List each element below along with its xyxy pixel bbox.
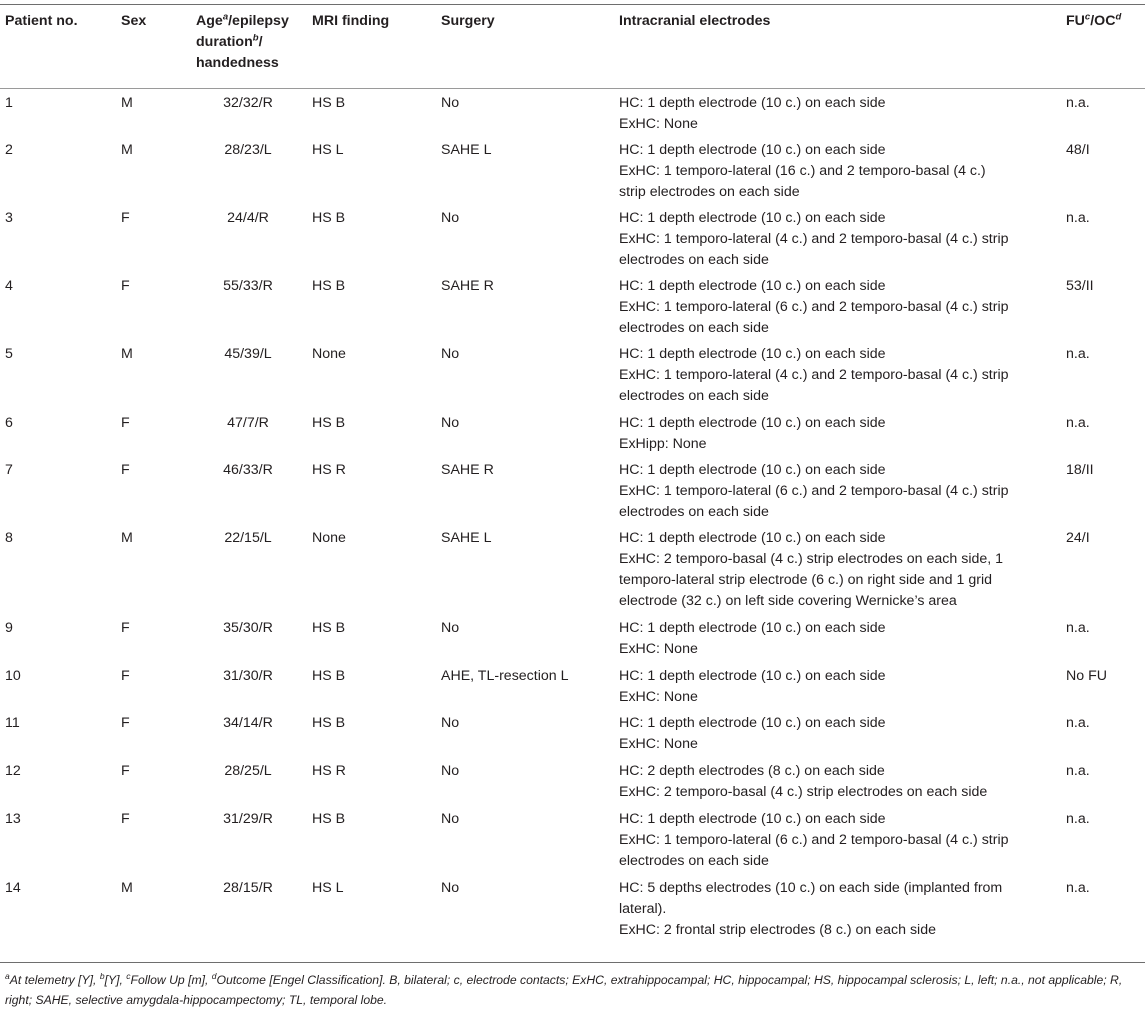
cell-mri: None <box>312 346 346 362</box>
header-mri: MRI finding <box>312 13 390 29</box>
cell-patient-no: 6 <box>5 415 13 431</box>
cell-mri: HS B <box>312 620 346 636</box>
cell-electrodes: HC: 1 depth electrode (10 c.) on each side ExHC: 1 temporo-lateral (4 c.) and 2 temporo-basal (4 c.) strip electrodes on each side <box>619 210 1009 268</box>
cell-surgery: No <box>441 715 460 731</box>
cell-fu: 48/I <box>1066 142 1090 158</box>
cell-age: 31/30/R <box>223 668 273 684</box>
cell-sex: F <box>121 620 130 636</box>
cell-electrodes: HC: 1 depth electrode (10 c.) on each side ExHC: None <box>619 95 886 132</box>
cell-patient-no: 3 <box>5 210 13 226</box>
cell-mri: HS B <box>312 278 346 294</box>
table-row <box>0 206 1145 274</box>
cell-electrodes: HC: 1 depth electrode (10 c.) on each side ExHC: 2 temporo-basal (4 c.) strip electrodes on each side, 1 temporo-lateral strip electrode (6 c.) on right side and 1 grid electrode (32 c.) on left side covering Wernicke’s area <box>619 530 1004 609</box>
cell-mri: HS B <box>312 811 346 827</box>
cell-age: 46/33/R <box>223 462 273 478</box>
cell-age: 45/39/L <box>224 346 272 362</box>
cell-age: 32/32/R <box>223 95 273 111</box>
cell-surgery: SAHE R <box>441 278 494 294</box>
cell-patient-no: 13 <box>5 811 21 827</box>
cell-patient-no: 2 <box>5 142 13 158</box>
cell-surgery: No <box>441 763 460 779</box>
cell-fu: n.a. <box>1066 880 1090 896</box>
cell-sex: F <box>121 715 130 731</box>
header-electrodes: Intracranial electrodes <box>619 13 771 29</box>
cell-age: 28/15/R <box>223 880 273 896</box>
cell-surgery: No <box>441 95 460 111</box>
cell-age: 55/33/R <box>223 278 273 294</box>
cell-sex: F <box>121 811 130 827</box>
cell-surgery: SAHE R <box>441 462 494 478</box>
header-surgery: Surgery <box>441 13 495 29</box>
table-row <box>0 138 1145 206</box>
table-row <box>0 664 1145 711</box>
table-row <box>0 759 1145 807</box>
bottom-rule <box>0 962 1145 963</box>
cell-patient-no: 11 <box>5 715 20 731</box>
cell-mri: HS B <box>312 415 346 431</box>
cell-fu: No FU <box>1066 668 1107 684</box>
cell-patient-no: 7 <box>5 462 13 478</box>
cell-surgery: No <box>441 210 460 226</box>
cell-surgery: SAHE L <box>441 530 492 546</box>
table-row <box>0 616 1145 664</box>
table-row <box>0 274 1145 342</box>
cell-sex: F <box>121 210 130 226</box>
cell-sex: F <box>121 763 130 779</box>
cell-surgery: No <box>441 415 460 431</box>
cell-age: 24/4/R <box>227 210 269 226</box>
cell-mri: HS B <box>312 668 346 684</box>
cell-electrodes: HC: 1 depth electrode (10 c.) on each side ExHipp: None <box>619 415 886 452</box>
top-rule <box>0 4 1145 5</box>
cell-patient-no: 10 <box>5 668 21 684</box>
cell-mri: HS R <box>312 462 346 478</box>
cell-electrodes: HC: 2 depth electrodes (8 c.) on each side ExHC: 2 temporo-basal (4 c.) strip electrodes on each side <box>619 763 988 800</box>
cell-surgery: No <box>441 620 460 636</box>
cell-sex: F <box>121 278 130 294</box>
cell-fu: n.a. <box>1066 715 1090 731</box>
cell-sex: M <box>121 95 133 111</box>
cell-surgery: No <box>441 880 460 896</box>
header-fu: $FU^c/OC^d$ <box>1066 11 1122 29</box>
cell-fu: n.a. <box>1066 620 1090 636</box>
cell-electrodes: HC: 1 depth electrode (10 c.) on each side ExHC: None <box>619 620 886 657</box>
cell-patient-no: 1 <box>5 95 13 111</box>
header-patient: Patient no. <box>5 13 78 29</box>
table-row <box>0 876 1145 957</box>
cell-age: 35/30/R <box>223 620 273 636</box>
cell-patient-no: 5 <box>5 346 13 362</box>
header-age: Age$^a$/epilepsy duration$^b$/ handedness <box>196 11 289 71</box>
cell-mri: HS B <box>312 210 346 226</box>
table-row <box>0 526 1145 616</box>
cell-mri: HS L <box>312 142 344 158</box>
patient-table <box>0 11 1145 957</box>
cell-electrodes: HC: 1 depth electrode (10 c.) on each side ExHC: 1 temporo-lateral (6 c.) and 2 temporo-basal (4 c.) strip electrodes on each side <box>619 462 1009 520</box>
cell-sex: F <box>121 668 130 684</box>
cell-patient-no: 4 <box>5 278 13 294</box>
cell-fu: 24/I <box>1066 530 1090 546</box>
cell-fu: n.a. <box>1066 763 1090 779</box>
cell-electrodes: HC: 1 depth electrode (10 c.) on each side ExHC: 1 temporo-lateral (6 c.) and 2 temporo-basal (4 c.) strip electrodes on each side <box>619 811 1009 869</box>
cell-mri: None <box>312 530 346 546</box>
cell-sex: M <box>121 346 133 362</box>
cell-electrodes: HC: 1 depth electrode (10 c.) on each side ExHC: None <box>619 715 886 752</box>
cell-surgery: SAHE L <box>441 142 492 158</box>
cell-sex: M <box>121 880 133 896</box>
cell-sex: M <box>121 530 133 546</box>
table-row <box>0 711 1145 759</box>
table-row <box>0 91 1145 138</box>
cell-patient-no: 14 <box>5 880 21 896</box>
cell-age: 47/7/R <box>227 415 269 431</box>
cell-mri: HS L <box>312 880 344 896</box>
cell-mri: HS R <box>312 763 346 779</box>
cell-sex: F <box>121 462 130 478</box>
cell-surgery: No <box>441 346 460 362</box>
cell-age: 28/23/L <box>224 142 272 158</box>
cell-age: 22/15/L <box>224 530 272 546</box>
cell-electrodes: HC: 1 depth electrode (10 c.) on each side ExHC: 1 temporo-lateral (6 c.) and 2 temporo-basal (4 c.) strip electrodes on each side <box>619 278 1009 336</box>
table-body <box>0 91 1145 957</box>
header-sex: Sex <box>121 13 147 29</box>
cell-electrodes: HC: 5 depths electrodes (10 c.) on each side (implanted from lateral). ExHC: 2 frontal strip electrodes (8 c.) on each side <box>619 880 1003 938</box>
cell-mri: HS B <box>312 715 346 731</box>
cell-surgery: AHE, TL-resection L <box>441 668 569 684</box>
cell-fu: n.a. <box>1066 210 1090 226</box>
cell-patient-no: 12 <box>5 763 21 779</box>
cell-sex: M <box>121 142 133 158</box>
cell-age: 31/29/R <box>223 811 273 827</box>
cell-electrodes: HC: 1 depth electrode (10 c.) on each side ExHC: None <box>619 668 886 705</box>
cell-sex: F <box>121 415 130 431</box>
cell-electrodes: HC: 1 depth electrode (10 c.) on each side ExHC: 1 temporo-lateral (4 c.) and 2 temporo-basal (4 c.) strip electrodes on each side <box>619 346 1009 404</box>
cell-age: 28/25/L <box>224 763 272 779</box>
cell-age: 34/14/R <box>223 715 273 731</box>
cell-fu: n.a. <box>1066 811 1090 827</box>
cell-fu: 53/II <box>1066 278 1094 294</box>
cell-patient-no: 9 <box>5 620 13 636</box>
table-row <box>0 411 1145 458</box>
table-row <box>0 458 1145 526</box>
cell-patient-no: 8 <box>5 530 13 546</box>
cell-fu: n.a. <box>1066 415 1090 431</box>
table-row <box>0 807 1145 876</box>
cell-fu: n.a. <box>1066 95 1090 111</box>
cell-electrodes: HC: 1 depth electrode (10 c.) on each side ExHC: 1 temporo-lateral (16 c.) and 2 temporo-basal (4 c.) strip electrodes on each side <box>619 142 986 200</box>
cell-fu: 18/II <box>1066 462 1094 478</box>
header-row <box>0 11 1145 91</box>
table-row <box>0 342 1145 411</box>
cell-surgery: No <box>441 811 460 827</box>
table-footnote: $^a$At telemetry [Y], $^b$[Y], $^c$Follow Up [m], $^d$Outcome [Engel Classification]. B, bilateral; c, electrode contacts; ExHC, extrahippocampal; HC, hippocampal; HS, hippocampal sclerosis; L, left; n.a., not applicable; R, right; SAHE, selective amygdala-hippocampectomy; TL, temporal lobe. <box>5 970 1123 1007</box>
cell-mri: HS B <box>312 95 346 111</box>
cell-fu: n.a. <box>1066 346 1090 362</box>
